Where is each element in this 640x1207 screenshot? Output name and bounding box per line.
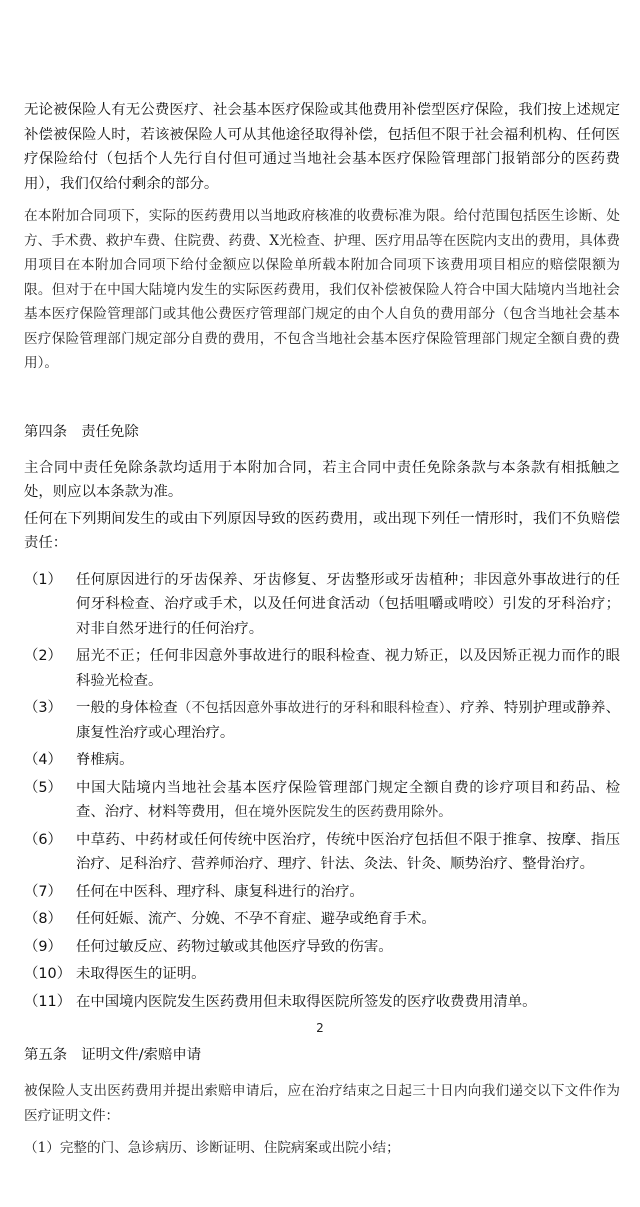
exclusion-item-text: 未取得医生的证明。 — [76, 966, 206, 982]
exclusion-item-7 — [24, 880, 620, 905]
page-number: 2 — [316, 1021, 324, 1035]
exclusion-item-number: （10） — [24, 966, 72, 982]
exclusion-item-6 — [24, 828, 620, 877]
exclusion-item-text: 任何原因进行的牙齿保养、牙齿修复、牙齿整形或牙齿植种；非因意外事故进行的任何牙科检查、治疗或手术，以及任何进食活动（包括咀嚼或啃咬）引发的牙科治疗；对非自然牙进行的任何治疗。 — [76, 571, 620, 637]
section-4-intro-1: 主合同中责任免除条款均适用于本附加合同，若主合同中责任免除条款与本条款有相抵触之处，则应以本条款为准。 — [24, 459, 620, 500]
exclusion-item-8 — [24, 907, 620, 932]
exclusion-item-number: （1） — [24, 571, 62, 588]
exclusion-item-text: 脊椎病。 — [76, 752, 134, 768]
paragraph-compensation-rule: 无论被保险人有无公费医疗、社会基本医疗保险或其他费用补偿型医疗保险，我们按上述规定补偿被保险人时，若该被保险人可从其他途径取得补偿，包括但不限于社会福利机构、任何医疗保险给付（包括个人先行自付但可通过当地社会基本医疗保险管理部门报销部分的医药费用），我们仅给付剩余的部分。 — [24, 102, 620, 192]
exclusion-item-text: 中草药、中药材或任何传统中医治疗，传统中医治疗包括但不限于推拿、按摩、指压治疗、足科治疗、营养师治疗、理疗、针法、灸法、针灸、顺势治疗、整骨治疗。 — [76, 831, 620, 872]
exclusion-item-10 — [24, 962, 620, 987]
exclusion-item-5 — [24, 776, 620, 825]
exclusion-item-4 — [24, 748, 620, 773]
section-5-intro: 被保险人支出医药费用并提出索赔申请后，应在治疗结束之日起三十日内向我们递交以下文件作为医疗证明文件： — [24, 1083, 620, 1124]
document-page — [24, 98, 620, 1161]
exclusion-item-text: 任何在中医科、理疗科、康复科进行的治疗。 — [76, 883, 364, 900]
exclusion-item-text: 任何妊娠、流产、分娩、不孕不育症、避孕或绝育手术。 — [76, 911, 436, 927]
exclusion-item-text: 在中国境内医院发生医药费用但未取得医院所签发的医疗收费费用清单。 — [76, 993, 537, 1010]
exclusion-item-9 — [24, 935, 620, 960]
exclusion-item-text: 屈光不正；任何非因意外事故进行的眼科检查、视力矫正，以及因矫正视力而作的眼科验光检查。 — [76, 648, 620, 689]
section-5-heading — [24, 1043, 620, 1067]
exclusion-item-text: 任何过敏反应、药物过敏或其他医疗导致的伤害。 — [76, 938, 393, 955]
section-5-title: 证明文件/索赔申请 — [81, 1047, 202, 1063]
exclusion-item-text-note: 但在境外医院发生的医药费用除外。 — [234, 804, 452, 820]
exclusion-item-number: （3） — [24, 700, 62, 716]
paragraph-expense-scope: 在本附加合同项下，实际的医药费用以当地政府核准的收费标准为限。给付范围包括医生诊断、处方、手术费、救护车费、住院费、药费、X光检查、护理、医疗用品等在医院内支出的费用，具体费用项目在本附加合同项下给付金额应以保险单所载本附加合同项下该费用项目相应的赔偿限额为限。但对于在中国大陆境内发生的实际医药费用，我们仅补偿被保险人符合中国大陆境内当地社会基本医疗保险管理部门或其他公费医疗管理部门规定的由个人自负的费用部分（包含当地社会基本医疗保险管理部门规定部分自费的费用，不包含当地社会基本医疗保险管理部门规定全额自费的费用）。 — [24, 208, 620, 371]
exclusion-item-1 — [24, 568, 620, 642]
document-item-number: （1） — [24, 1140, 60, 1156]
exclusion-item-text — [76, 776, 620, 825]
section-4-heading — [24, 420, 620, 444]
exclusion-item-number: （7） — [24, 883, 62, 900]
exclusion-item-number: （9） — [24, 938, 62, 955]
exclusion-item-text-note: （不包括因意外事故进行的牙科和眼科检查） — [177, 700, 446, 716]
exclusion-item-number: （4） — [24, 752, 62, 768]
exclusion-item-number: （8） — [24, 911, 62, 927]
exclusion-item-number: （11） — [24, 993, 72, 1010]
exclusion-item-2 — [24, 644, 620, 693]
exclusion-item-text — [76, 696, 620, 745]
exclusion-item-text-part: 一般的身体检查 — [76, 700, 178, 716]
exclusion-list — [24, 568, 620, 1015]
section-5-number: 第五条 — [24, 1047, 68, 1063]
section-4-title: 责任免除 — [81, 423, 139, 440]
section-4-number: 第四条 — [24, 423, 68, 440]
exclusion-item-3 — [24, 696, 620, 745]
section-4-intro-2: 任何在下列期间发生的或由下列原因导致的医药费用，或出现下列任一情形时，我们不负赔偿责任： — [24, 510, 620, 551]
exclusion-item-text-part: 、疗养、特别护理或静养、康复性治疗或心理治疗。 — [76, 700, 620, 741]
exclusion-item-text-part: 中国大陆境内当地社会基本医疗保险管理部门规定全额自费的诊疗项目和药品、检查、治疗、材料等费用， — [76, 779, 620, 820]
exclusion-item-number: （2） — [24, 648, 62, 664]
exclusion-item-11 — [24, 990, 620, 1015]
exclusion-item-number: （6） — [24, 831, 62, 848]
document-item-text: 完整的门、急诊病历、诊断证明、住院病案或出院小结； — [59, 1140, 400, 1156]
exclusion-item-number: （5） — [24, 779, 62, 796]
document-list-item-1 — [24, 1136, 620, 1161]
